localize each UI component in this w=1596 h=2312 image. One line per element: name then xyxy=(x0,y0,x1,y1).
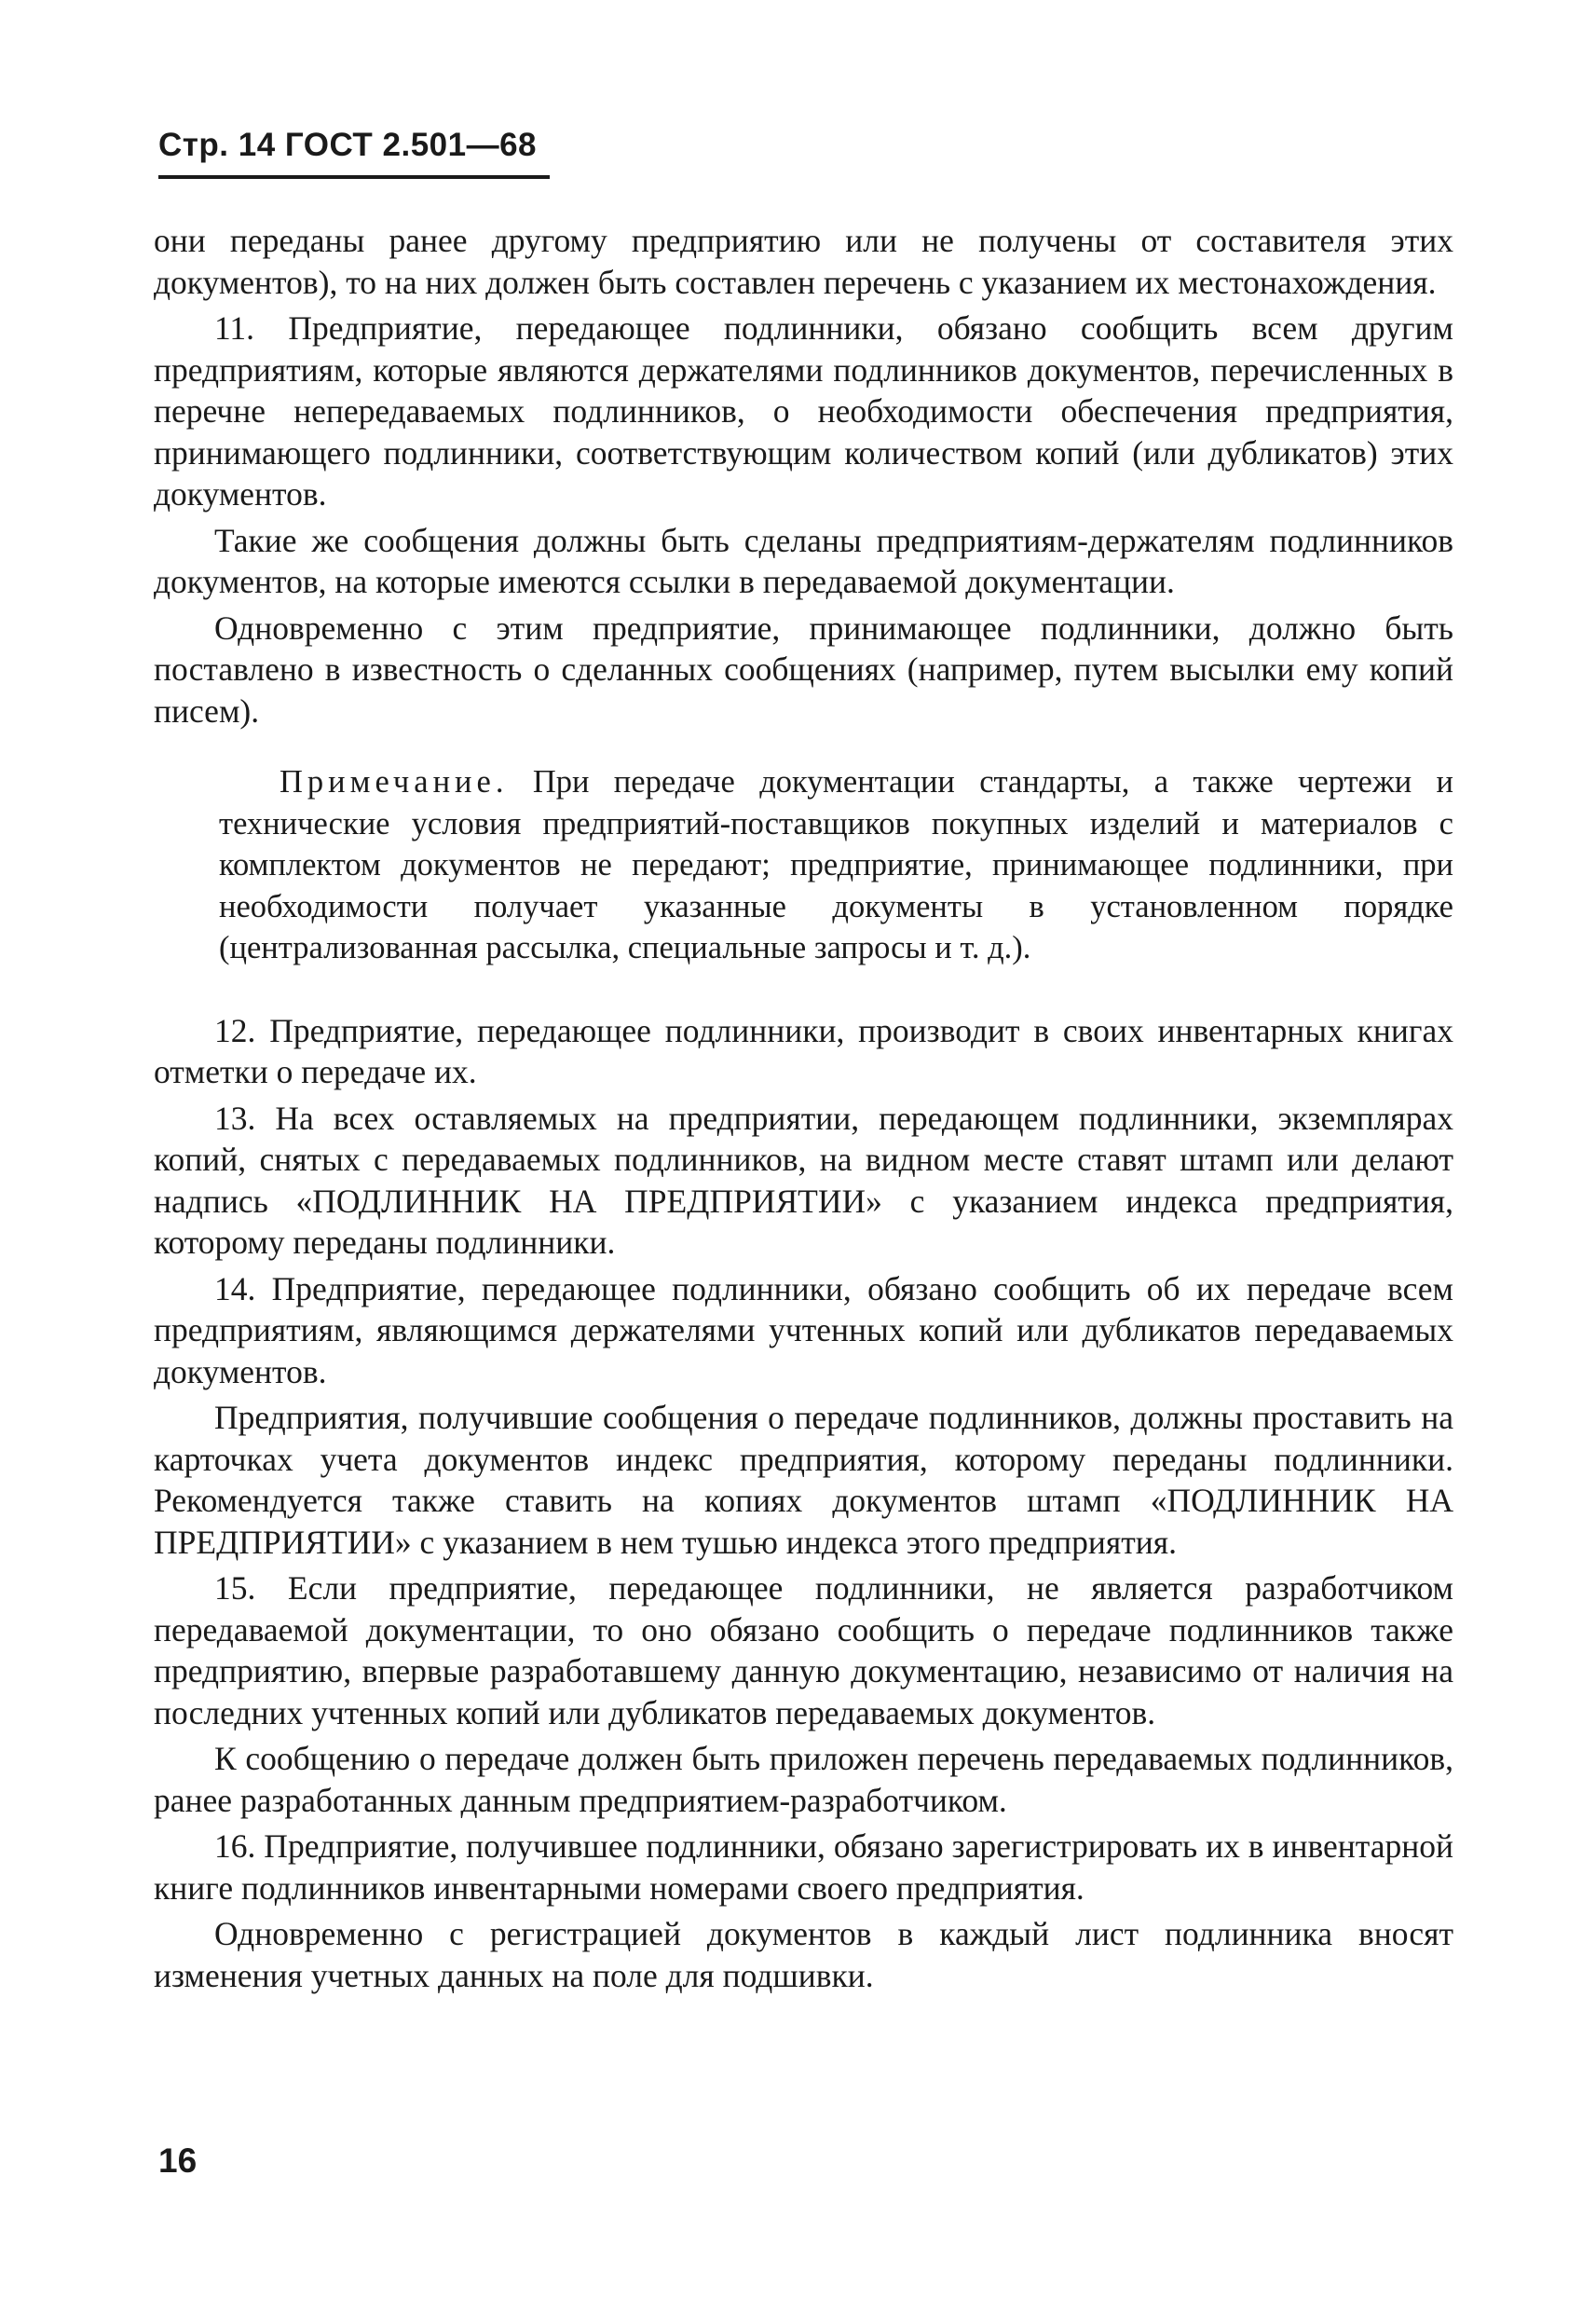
paragraph: Предприятия, получившие сообщения о передаче подлинников, должны проставить на карточках учета документов индекс предприятия, которому переданы подлинники. Рекомендуется также ставить на копиях документов штамп «ПОДЛИННИК НА ПРЕДПРИЯТИИ» с указанием в нем тушью индекса этого предприятия. xyxy=(154,1399,1453,1561)
paragraph-clause-14: 14. Предприятие, передающее подлинники, обязано сообщить об их передаче всем предприятиям, являющимся держателями учтенных копий или дубликатов передаваемых документов. xyxy=(154,1269,1453,1390)
paragraph-clause-11: 11. Предприятие, передающее подлинники, обязано сообщить всем другим предприятиям, которые являются держателями подлинников документов, перечисленных в перечне непередаваемых подлинников, о необходимости обеспечения предприятия, принимающего подлинники, соответствующим количеством копий (или дубликатов) этих документов. xyxy=(154,309,1453,513)
paragraph-clause-12: 12. Предприятие, передающее подлинники, производит в своих инвентарных книгах отметки о передаче их. xyxy=(154,1011,1453,1090)
header-rule xyxy=(158,175,550,179)
paragraph-continuation: они переданы ранее другому предприятию или не получены от составителя этих документов), то на них должен быть составлен перечень с указанием их местонахождения. xyxy=(154,222,1453,301)
note-text: При передаче документации стандарты, а также чертежи и технические условия предприятий-поставщиков покупных изделий и материалов с комплектом документов не передают; предприятие, принимающее подлинники, при необходимости получает указанные документы в установленном порядке (централизованная рассылка, специальные запросы и т. д.). xyxy=(219,764,1453,965)
note-block xyxy=(219,761,1453,969)
paragraph: Одновременно с регистрацией документов в каждый лист подлинника вносят изменения учетных данных на поле для подшивки. xyxy=(154,1915,1453,1994)
paragraph-clause-16: 16. Предприятие, получившее подлинники, обязано зарегистрировать их в инвентарной книге подлинников инвентарными номерами своего предприятия. xyxy=(154,1827,1453,1907)
page-number: 16 xyxy=(158,2141,198,2180)
paragraph: К сообщению о передаче должен быть приложен перечень передаваемых подлинников, ранее разработанных данным предприятием-разработчиком. xyxy=(154,1740,1453,1819)
paragraph-clause-15: 15. Если предприятие, передающее подлинники, не является разработчиком передаваемой документации, то оно обязано сообщить о передаче подлинников также предприятию, впервые разработавшему данную документацию, независимо от наличия на последних учтенных копий или дубликатов передаваемых документов. xyxy=(154,1569,1453,1731)
document-body xyxy=(154,220,1453,2001)
paragraph: Одновременно с этим предприятие, принимающее подлинники, должно быть поставлено в известность о сделанных сообщениях (например, путем высылки ему копий писем). xyxy=(154,609,1453,730)
note-label: Примечание. xyxy=(280,764,509,800)
page-header: Стр. 14 ГОСТ 2.501—68 xyxy=(158,127,538,163)
paragraph: Такие же сообщения должны быть сделаны предприятиям-держателям подлинников документов, на которые имеются ссылки в передаваемой документации. xyxy=(154,521,1453,600)
paragraph-clause-13: 13. На всех оставляемых на предприятии, передающем подлинники, экземплярах копий, снятых с передаваемых подлинников, на видном месте ставят штамп или делают надпись «ПОДЛИННИК НА ПРЕДПРИЯТИИ» с указанием индекса предприятия, которому переданы подлинники. xyxy=(154,1099,1453,1261)
